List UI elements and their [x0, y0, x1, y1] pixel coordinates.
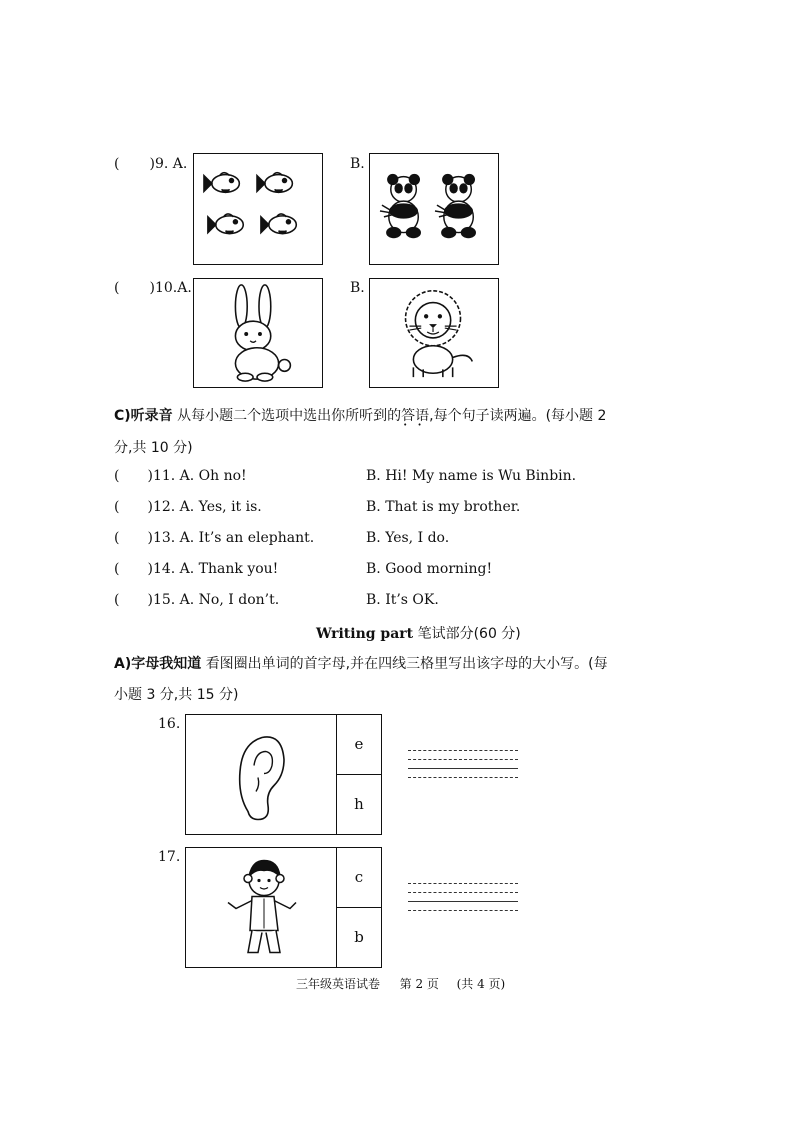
answer-paren-open[interactable]: (	[114, 561, 120, 577]
option-a: A. Yes, it is.	[179, 499, 262, 515]
option-a: A. Oh no!	[179, 468, 247, 484]
lion-icon	[370, 279, 498, 387]
instruction-text: 从每小题二个选项中选出你所听到的	[177, 408, 402, 424]
answer-paren-close: )	[147, 468, 153, 484]
answer-paren-close: )	[147, 499, 153, 515]
footer-page: 第 2 页	[399, 977, 439, 991]
answer-paren-open[interactable]: (	[114, 592, 120, 608]
section-c-instructions	[114, 405, 606, 425]
option-b: B. It’s OK.	[366, 592, 439, 608]
option-a-picture	[193, 153, 323, 265]
child-picture	[186, 848, 337, 967]
letter-choice-table	[185, 714, 382, 835]
four-line-grid[interactable]	[408, 750, 518, 786]
option-a: A. No, I don’t.	[179, 592, 280, 608]
question-number: 9.	[154, 156, 169, 172]
answer-paren-open[interactable]: (	[114, 530, 120, 546]
question-number: 12.	[152, 499, 176, 515]
answer-paren-open[interactable]: (	[114, 499, 120, 515]
letter-option-1[interactable]: e	[337, 715, 381, 775]
section-c-instructions-line2: 分,共 10 分)	[114, 440, 193, 456]
section-c-label: C)听录音	[114, 408, 173, 424]
letter-option-2[interactable]: h	[354, 795, 364, 814]
answer-paren-close: )	[147, 530, 153, 546]
question-number: 11.	[152, 468, 176, 484]
question-number: 16.	[158, 716, 181, 732]
option-a-label: A.	[172, 156, 188, 172]
answer-paren-open[interactable]: (	[114, 280, 120, 296]
answer-paren-close: )	[147, 592, 153, 608]
question-15	[114, 592, 279, 608]
footer-title: 三年级英语试卷	[296, 977, 381, 991]
answer-paren-close: )	[147, 561, 153, 577]
letter-choice-table	[185, 847, 382, 968]
option-b-picture	[369, 153, 499, 265]
question-9	[114, 156, 187, 172]
option-b: B. Good morning!	[366, 561, 493, 577]
section-a-instructions	[114, 653, 608, 673]
rabbit-icon	[194, 279, 322, 387]
instruction-text: 看图圈出单词的首字母,并在四线三格里写出该字母的大小写。(每	[205, 656, 608, 672]
option-a: A. It’s an elephant.	[179, 530, 315, 546]
question-number: 17.	[158, 849, 181, 865]
ear-icon	[186, 715, 336, 834]
question-14	[114, 561, 278, 577]
four-line-grid[interactable]	[408, 883, 518, 919]
panda-icon	[370, 154, 498, 264]
option-b: B. Hi! My name is Wu Binbin.	[366, 468, 577, 484]
question-11	[114, 468, 247, 484]
ear-picture	[186, 715, 337, 834]
footer-total: (共 4 页)	[456, 977, 506, 991]
child-icon	[186, 848, 336, 967]
question-number: 14.	[152, 561, 176, 577]
writing-part-en: Writing part	[316, 626, 414, 642]
question-10	[114, 280, 192, 296]
option-a-label: A.	[177, 280, 192, 296]
question-number: 10.	[154, 280, 178, 296]
letter-option-1[interactable]: c	[337, 848, 381, 908]
question-13	[114, 530, 314, 546]
page-footer	[296, 975, 505, 992]
question-number: 15.	[152, 592, 176, 608]
option-b-label: B.	[350, 280, 365, 296]
option-b-label: B.	[350, 156, 365, 172]
letter-option-2[interactable]: b	[354, 928, 364, 947]
emphasis-text: 答语 • •	[401, 405, 429, 425]
answer-paren-open[interactable]: (	[114, 156, 120, 172]
section-a-label: A)字母我知道	[114, 656, 202, 672]
option-b: B. That is my brother.	[366, 499, 521, 515]
question-number: 13.	[152, 530, 176, 546]
writing-part-zh: 笔试部分(60 分)	[417, 626, 521, 642]
fish-icon	[194, 154, 322, 264]
option-a: A. Thank you!	[179, 561, 279, 577]
answer-paren-close: )	[149, 280, 155, 296]
option-a-picture	[193, 278, 323, 388]
section-a-instructions-line2: 小题 3 分,共 15 分)	[114, 687, 239, 703]
answer-paren-open[interactable]: (	[114, 468, 120, 484]
instruction-text-end: ,每个句子读两遍。(每小题 2	[429, 408, 607, 424]
answer-paren-close: )	[149, 156, 155, 172]
option-b: B. Yes, I do.	[366, 530, 450, 546]
question-12	[114, 499, 262, 515]
writing-part-heading	[316, 623, 521, 643]
option-b-picture	[369, 278, 499, 388]
